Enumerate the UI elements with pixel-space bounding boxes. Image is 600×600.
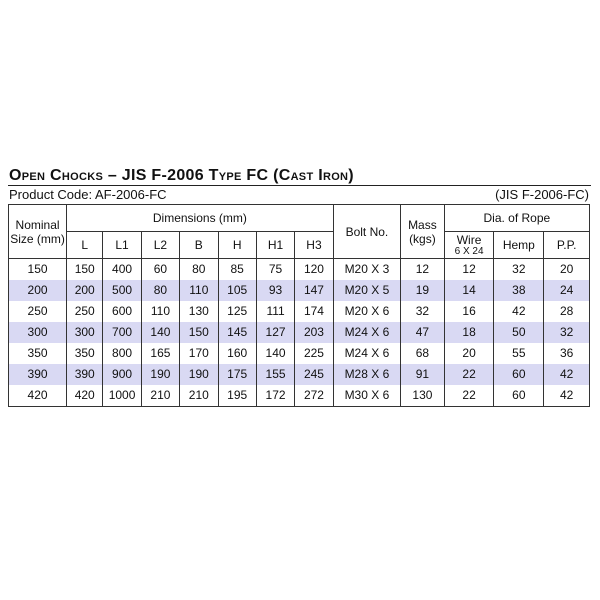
table-cell: 300 xyxy=(9,322,67,343)
table-cell: M20 X 6 xyxy=(333,301,400,322)
table-cell: 12 xyxy=(444,259,494,281)
col-nominal-size: Nominal Size (mm) xyxy=(9,205,67,259)
table-cell: 140 xyxy=(256,343,294,364)
table-cell: 47 xyxy=(401,322,445,343)
table-cell: 165 xyxy=(141,343,179,364)
table-cell: 800 xyxy=(103,343,141,364)
table-cell: 350 xyxy=(9,343,67,364)
table-cell: 600 xyxy=(103,301,141,322)
table-cell: 390 xyxy=(9,364,67,385)
table-cell: 110 xyxy=(141,301,179,322)
table-cell: 245 xyxy=(295,364,333,385)
spec-table xyxy=(8,204,590,407)
table-cell: 272 xyxy=(295,385,333,407)
table-cell: 147 xyxy=(295,280,333,301)
table-cell: M24 X 6 xyxy=(333,343,400,364)
table-cell: 160 xyxy=(218,343,256,364)
table-cell: 155 xyxy=(256,364,294,385)
col-pp: P.P. xyxy=(544,232,590,259)
table-cell: 210 xyxy=(180,385,218,407)
table-cell: M20 X 3 xyxy=(333,259,400,281)
col-H3: H3 xyxy=(295,232,333,259)
table-cell: 300 xyxy=(67,322,103,343)
table-cell: M24 X 6 xyxy=(333,322,400,343)
col-hemp: Hemp xyxy=(494,232,544,259)
table-cell: 50 xyxy=(494,322,544,343)
table-cell: 210 xyxy=(141,385,179,407)
col-dimensions-group: Dimensions (mm) xyxy=(67,205,334,232)
table-cell: 28 xyxy=(544,301,590,322)
table-row xyxy=(9,343,590,364)
table-cell: 145 xyxy=(218,322,256,343)
table-cell: 225 xyxy=(295,343,333,364)
table-cell: 24 xyxy=(544,280,590,301)
table-cell: 170 xyxy=(180,343,218,364)
table-cell: 18 xyxy=(444,322,494,343)
table-row xyxy=(9,280,590,301)
table-cell: 120 xyxy=(295,259,333,281)
col-wire-sub: 6 X 24 xyxy=(454,246,484,257)
table-cell: 32 xyxy=(401,301,445,322)
table-cell: 16 xyxy=(444,301,494,322)
table-cell: 500 xyxy=(103,280,141,301)
table-cell: 390 xyxy=(67,364,103,385)
product-code: Product Code: AF-2006-FC xyxy=(9,187,167,202)
table-cell: 400 xyxy=(103,259,141,281)
table-cell: 91 xyxy=(401,364,445,385)
col-H: H xyxy=(218,232,256,259)
table-cell: 32 xyxy=(544,322,590,343)
table-cell: 195 xyxy=(218,385,256,407)
table-cell: 174 xyxy=(295,301,333,322)
table-cell: 60 xyxy=(494,385,544,407)
table-cell: 32 xyxy=(494,259,544,281)
col-mass: Mass (kgs) xyxy=(401,205,445,259)
table-row xyxy=(9,301,590,322)
table-row xyxy=(9,259,590,281)
table-cell: 110 xyxy=(180,280,218,301)
table-cell: 75 xyxy=(256,259,294,281)
table-cell: 105 xyxy=(218,280,256,301)
table-body xyxy=(9,259,590,407)
table-cell: 80 xyxy=(141,280,179,301)
table-cell: 127 xyxy=(256,322,294,343)
table-cell: 190 xyxy=(141,364,179,385)
table-row xyxy=(9,385,590,407)
table-cell: 125 xyxy=(218,301,256,322)
col-L2: L2 xyxy=(141,232,179,259)
table-cell: 150 xyxy=(180,322,218,343)
table-cell: 42 xyxy=(544,364,590,385)
table-cell: 55 xyxy=(494,343,544,364)
table-cell: 190 xyxy=(180,364,218,385)
table-cell: 22 xyxy=(444,385,494,407)
table-cell: 200 xyxy=(9,280,67,301)
header-row-bottom xyxy=(9,232,590,259)
table-cell: 36 xyxy=(544,343,590,364)
table-cell: 140 xyxy=(141,322,179,343)
table-cell: 68 xyxy=(401,343,445,364)
table-cell: M20 X 5 xyxy=(333,280,400,301)
col-H1: H1 xyxy=(256,232,294,259)
table-cell: 420 xyxy=(9,385,67,407)
col-wire-label: Wire xyxy=(456,233,482,247)
table-cell: 130 xyxy=(401,385,445,407)
table-cell: 42 xyxy=(544,385,590,407)
table-cell: 60 xyxy=(141,259,179,281)
page-title: Open Chocks – JIS F-2006 Type FC (Cast Iron) xyxy=(9,167,354,184)
table-cell: 150 xyxy=(9,259,67,281)
table-cell: 93 xyxy=(256,280,294,301)
table-cell: 14 xyxy=(444,280,494,301)
table-cell: 420 xyxy=(67,385,103,407)
table-cell: M30 X 6 xyxy=(333,385,400,407)
col-bolt: Bolt No. xyxy=(333,205,400,259)
table-row xyxy=(9,322,590,343)
table-cell: 350 xyxy=(67,343,103,364)
table-cell: 700 xyxy=(103,322,141,343)
table-cell: 42 xyxy=(494,301,544,322)
table-cell: M28 X 6 xyxy=(333,364,400,385)
table-cell: 172 xyxy=(256,385,294,407)
table-cell: 200 xyxy=(67,280,103,301)
table-cell: 19 xyxy=(401,280,445,301)
table-cell: 150 xyxy=(67,259,103,281)
table-row xyxy=(9,364,590,385)
title-divider xyxy=(8,185,591,186)
table-cell: 60 xyxy=(494,364,544,385)
col-L: L xyxy=(67,232,103,259)
table-cell: 20 xyxy=(444,343,494,364)
table-cell: 130 xyxy=(180,301,218,322)
standard-code: (JIS F-2006-FC) xyxy=(495,187,589,202)
header-row-top xyxy=(9,205,590,232)
col-wire xyxy=(444,232,494,259)
table-cell: 80 xyxy=(180,259,218,281)
table-cell: 175 xyxy=(218,364,256,385)
table-cell: 203 xyxy=(295,322,333,343)
table-cell: 900 xyxy=(103,364,141,385)
table-cell: 22 xyxy=(444,364,494,385)
table-cell: 250 xyxy=(67,301,103,322)
table-cell: 1000 xyxy=(103,385,141,407)
table-cell: 20 xyxy=(544,259,590,281)
table-cell: 250 xyxy=(9,301,67,322)
table-cell: 85 xyxy=(218,259,256,281)
col-L1: L1 xyxy=(103,232,141,259)
product-code-row xyxy=(9,187,589,202)
table-cell: 38 xyxy=(494,280,544,301)
table-cell: 111 xyxy=(256,301,294,322)
col-rope-group: Dia. of Rope xyxy=(444,205,589,232)
col-B: B xyxy=(180,232,218,259)
table-cell: 12 xyxy=(401,259,445,281)
